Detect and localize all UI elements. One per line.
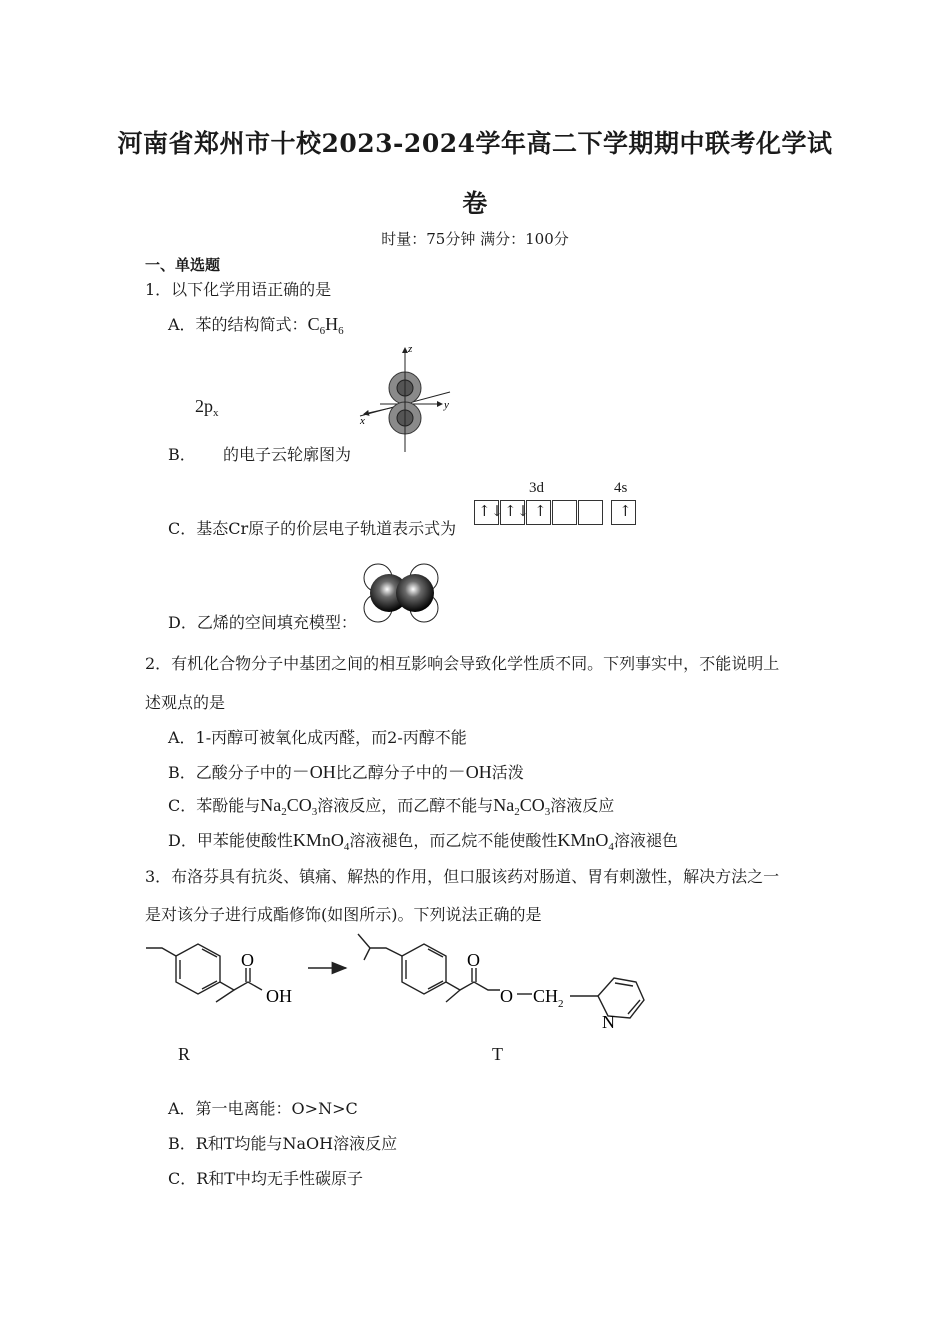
orbital-box-3d-1: ↑↓ — [474, 500, 499, 525]
question-3-stem: 3．布洛芬具有抗炎、镇痛、解热的作用，但口服该药对肠道、胃有刺激性，解决方法之一 — [145, 867, 780, 886]
orbital-box-4s: ↑ — [611, 500, 636, 525]
carbon-atom-right — [396, 574, 434, 612]
t-methylene: $CH_2$ — [533, 986, 564, 1010]
q1-option-a-text: A．苯的结构简式： — [168, 315, 308, 334]
esterification-reaction-scheme — [140, 930, 660, 1040]
x-axis-label: x — [360, 415, 365, 427]
q2-option-c: C．苯酚能与$Na_2CO_3$溶液反应，而乙醇不能与$Na_2CO_3$溶液反应 — [168, 795, 615, 818]
q1-option-a — [168, 312, 344, 335]
question-3-stem-line2: 是对该分子进行成酯修饰(如图所示)。下列说法正确的是 — [145, 905, 542, 924]
z-axis-label: z — [408, 343, 413, 355]
q1-option-c-text: C．基态Cr原子的价层电子轨道表示式为 — [168, 519, 457, 538]
q3-option-a: A．第一电离能：O>N>C — [168, 1099, 358, 1118]
page-title: 河南省郑州市十校2023-2024学年高二下学期期中联考化学试 — [117, 129, 833, 158]
orbital-box-3d-2: ↑↓ — [500, 500, 525, 525]
section-heading: 一、单选题 — [145, 256, 221, 274]
exam-info: 时量：75分钟 满分：100分 — [381, 230, 569, 248]
page-title-continued: 卷 — [462, 189, 488, 218]
question-1-stem: 1．以下化学用语正确的是 — [145, 280, 332, 299]
orbital-box-3d-5 — [578, 500, 603, 525]
p-orbital-diagram — [350, 340, 460, 460]
question-2-stem-line2: 述观点的是 — [145, 693, 226, 712]
r-carbonyl-oxygen: O — [241, 950, 254, 970]
orbital-3d-label: 3d — [529, 480, 544, 496]
emphasis-text: 不能 · · — [699, 651, 731, 674]
r-hydroxyl: OH — [266, 986, 292, 1006]
orbital-box-3d-4 — [552, 500, 577, 525]
q3-option-b: B．R和T均能与NaOH溶液反应 — [168, 1134, 398, 1153]
orbital-box-3d-3: ↑ — [526, 500, 551, 525]
label-t: T — [492, 1044, 503, 1064]
q1-option-b-orbital-label: $2p_x$ — [195, 396, 219, 419]
t-carbonyl-oxygen: O — [467, 950, 480, 970]
pyridine-nitrogen: N — [602, 1012, 615, 1032]
q1-option-b-text: 的电子云轮廓图为 — [223, 445, 352, 464]
q2-option-b: B．乙酸分子中的－OH比乙醇分子中的－OH活泼 — [168, 762, 524, 782]
question-2-stem: 2．有机化合物分子中基团之间的相互影响会导致化学性质不同。下列事实中，不能 · ·说明上 — [145, 651, 779, 674]
ethylene-space-filling-model — [360, 560, 444, 626]
orbital-4s-label: 4s — [614, 480, 628, 496]
t-ester-oxygen: O — [500, 986, 513, 1006]
label-r: R — [178, 1044, 191, 1064]
q1-option-a-formula: $C_6H_6$ — [307, 314, 344, 337]
q2-option-a: A．1-丙醇可被氧化成丙醛，而2-丙醇不能 — [168, 728, 467, 747]
q1-option-d-text: D．乙烯的空间填充模型： — [168, 613, 357, 632]
q2-option-d: D．甲苯能使酸性KMnO$_4$溶液褪色，而乙烷不能使酸性KMnO$_4$溶液褪色 — [168, 830, 678, 853]
y-axis-label: y — [444, 399, 449, 411]
q1-option-b-prefix: B． — [168, 445, 196, 464]
q3-option-c: C．R和T中均无手性碳原子 — [168, 1169, 363, 1188]
